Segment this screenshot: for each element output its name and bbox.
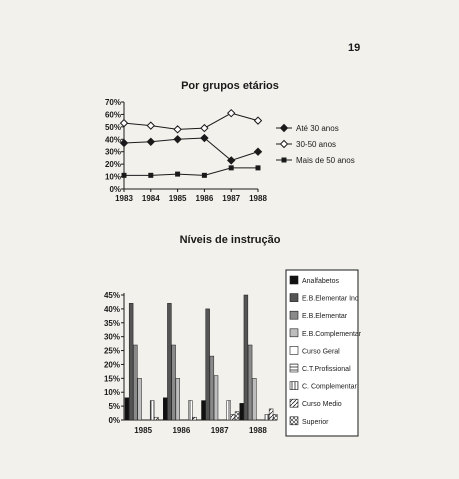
- y-tick-label: 20%: [103, 360, 120, 370]
- bar: [193, 417, 197, 420]
- bar: [235, 412, 239, 420]
- y-tick-label: 60%: [104, 110, 121, 120]
- bar: [154, 417, 158, 420]
- legend-swatch: [290, 382, 298, 390]
- bar: [273, 414, 277, 420]
- legend-label: Mais de 50 anos: [296, 156, 355, 165]
- legend-label: E.B.Elementar: [302, 313, 348, 321]
- legend-swatch: [290, 311, 298, 319]
- x-tick-label: 1986: [195, 194, 214, 203]
- legend-label: Curso Medio: [302, 401, 342, 409]
- y-tick-label: 25%: [103, 346, 120, 356]
- bar: [227, 401, 231, 420]
- bar: [240, 403, 244, 420]
- legend-swatch: [290, 276, 298, 284]
- bar: [172, 345, 176, 420]
- bar: [188, 401, 192, 420]
- legend-label: Analfabetos: [302, 278, 339, 285]
- y-tick-label: 0%: [108, 416, 120, 425]
- bar: [210, 356, 214, 420]
- x-tick-label: 1984: [141, 194, 160, 203]
- y-tick-label: 10%: [103, 388, 120, 398]
- y-tick-label: 35%: [103, 318, 120, 328]
- page-number: 19: [348, 42, 361, 54]
- bar: [176, 378, 180, 420]
- legend-label: C. Complementar: [302, 383, 357, 391]
- bar: [214, 376, 218, 420]
- bar: [138, 378, 142, 420]
- legend-label: 30-50 anos: [296, 140, 337, 149]
- legend-swatch: [290, 294, 298, 302]
- x-tick-label: 1987: [222, 194, 241, 203]
- bar: [202, 401, 206, 420]
- legend-label: Até 30 anos: [296, 124, 339, 133]
- y-tick-label: 45%: [103, 291, 120, 300]
- x-tick-label: 1988: [249, 194, 267, 203]
- bar: [133, 345, 137, 420]
- line-chart-title: Por grupos etários: [181, 80, 279, 92]
- legend-swatch: [290, 417, 298, 425]
- legend-label: Superior: [302, 418, 329, 426]
- y-tick-label: 40%: [104, 135, 121, 145]
- legend-swatch: [290, 329, 298, 337]
- bar-chart-title: Níveis de instrução: [179, 234, 281, 246]
- legend-label: Curso Geral: [302, 348, 340, 356]
- bar: [167, 303, 171, 420]
- bar: [231, 414, 235, 420]
- bar: [150, 401, 154, 420]
- bar: [129, 303, 133, 420]
- y-tick-label: 30%: [103, 332, 120, 342]
- y-tick-label: 30%: [104, 147, 121, 157]
- y-tick-label: 15%: [103, 374, 120, 384]
- bar: [206, 309, 210, 420]
- x-tick-label: 1987: [210, 426, 229, 435]
- bar: [265, 414, 269, 420]
- x-tick-label: 1988: [248, 426, 267, 435]
- legend-swatch: [290, 399, 298, 407]
- bar: [252, 378, 256, 420]
- legend-swatch: [290, 346, 298, 354]
- y-tick-label: 70%: [104, 98, 121, 107]
- y-tick-label: 20%: [104, 160, 121, 170]
- x-tick-label: 1983: [115, 194, 133, 203]
- x-tick-label: 1985: [168, 194, 187, 203]
- bar: [269, 409, 273, 420]
- x-tick-label: 1985: [134, 426, 153, 435]
- legend-label: C.T.Profissional: [302, 366, 351, 373]
- bar: [125, 398, 129, 420]
- y-tick-label: 0%: [109, 185, 121, 194]
- bar: [163, 398, 167, 420]
- legend-label: E.B.Complementar: [302, 330, 362, 338]
- legend-label: E.B.Elementar Inc: [302, 295, 359, 303]
- y-tick-label: 5%: [108, 402, 120, 412]
- y-tick-label: 10%: [104, 172, 121, 182]
- legend-swatch: [290, 364, 298, 372]
- y-tick-label: 40%: [103, 304, 120, 314]
- bar: [244, 295, 248, 420]
- y-tick-label: 50%: [104, 122, 121, 132]
- bar: [248, 345, 252, 420]
- x-tick-label: 1986: [172, 426, 191, 435]
